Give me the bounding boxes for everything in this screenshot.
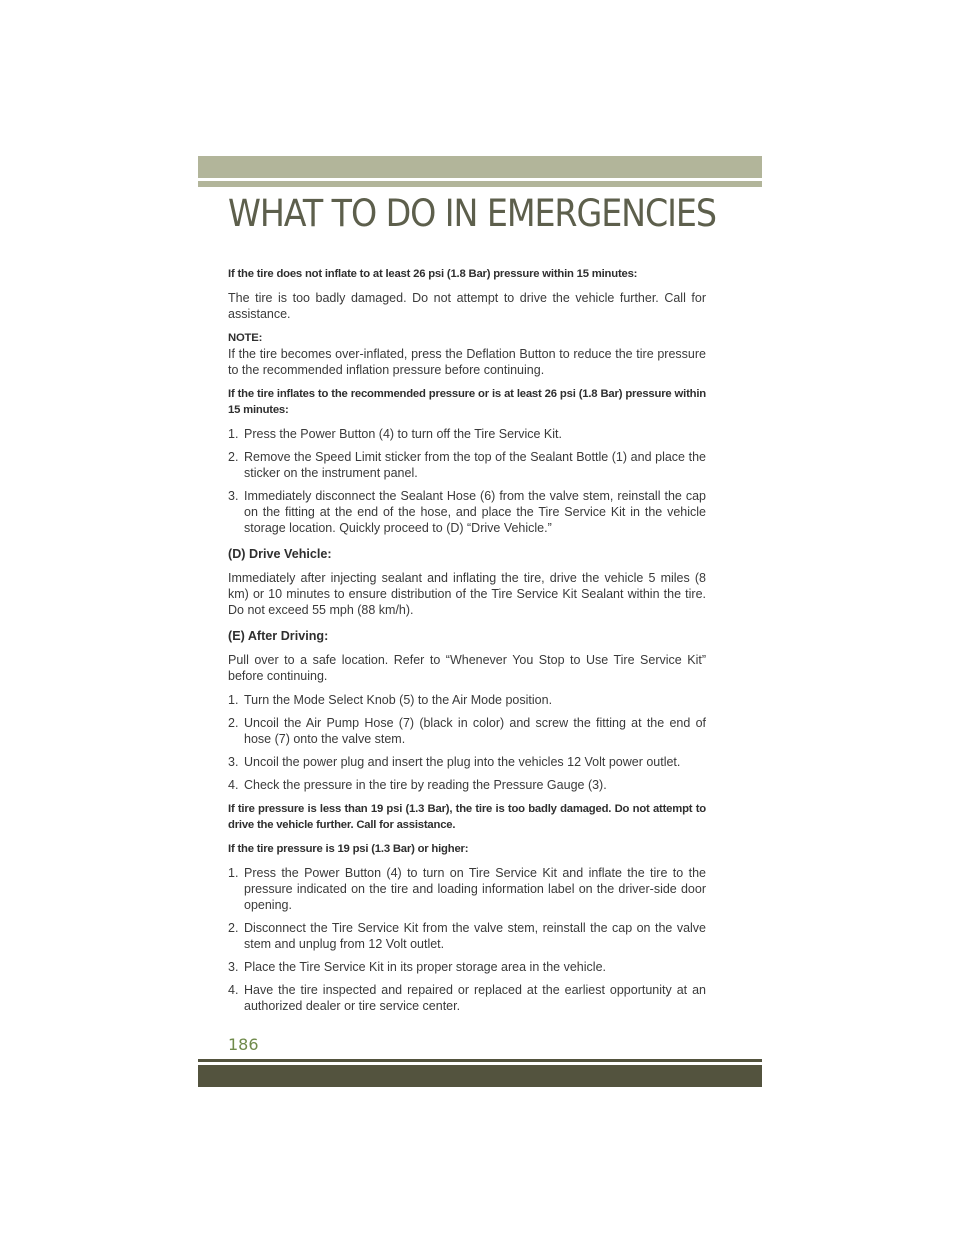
list-after-inflation xyxy=(228,426,706,536)
list-item-text: Immediately disconnect the Sealant Hose (6) from the valve stem, reinstall the cap on the fitting at the end of the hose, and place the Tire Service Kit in the vehicle storage location. Quickly proceed to (D) “Drive Vehicle.” xyxy=(244,489,706,535)
list-item-number: 1. xyxy=(228,866,239,880)
list-item-number: 2. xyxy=(228,450,239,464)
footer-bar xyxy=(198,1065,762,1087)
list-item xyxy=(228,488,706,536)
list-item-text: Uncoil the power plug and insert the plug into the vehicles 12 Volt power outlet. xyxy=(244,755,681,769)
list-item-text: Turn the Mode Select Knob (5) to the Air Mode position. xyxy=(244,693,553,707)
list-item-text: Press the Power Button (4) to turn off the Tire Service Kit. xyxy=(244,427,562,441)
list-item-number: 4. xyxy=(228,983,239,997)
list-item xyxy=(228,715,706,747)
list-item xyxy=(228,920,706,952)
list-item-text: Disconnect the Tire Service Kit from the valve stem, reinstall the cap on the valve stem and unplug from 12 Volt outlet. xyxy=(244,921,706,951)
list-item-number: 2. xyxy=(228,716,239,730)
list-item-number: 3. xyxy=(228,960,239,974)
list-item xyxy=(228,982,706,1014)
note-text: If the tire becomes over-inflated, press the Deflation Button to reduce the tire pressure to the recommended inflation pressure before continuing. xyxy=(228,347,706,377)
list-item xyxy=(228,754,706,770)
header-rule xyxy=(198,181,762,187)
list-item xyxy=(228,777,706,793)
list-item-number: 1. xyxy=(228,427,239,441)
list-item xyxy=(228,449,706,481)
list-item-number: 3. xyxy=(228,755,239,769)
list-item-number: 1. xyxy=(228,693,239,707)
note-block xyxy=(228,330,706,378)
condition-low-pressure: If tire pressure is less than 19 psi (1.3 Bar), the tire is too badly damaged. Do not attempt to drive the vehicle further. Call for assistance. xyxy=(228,803,706,831)
list-item-text: Check the pressure in the tire by reading the Pressure Gauge (3). xyxy=(244,778,607,792)
condition-not-inflating: If the tire does not inflate to at least 26 psi (1.8 Bar) pressure within 15 minutes: xyxy=(228,268,638,280)
list-item-number: 4. xyxy=(228,778,239,792)
list-item-text: Press the Power Button (4) to turn on Tire Service Kit and inflate the tire to the pressure indicated on the tire and loading information label on the driver-side door opening. xyxy=(244,866,706,912)
list-item xyxy=(228,692,706,708)
note-label: NOTE: xyxy=(228,332,263,344)
footer-rule xyxy=(198,1059,762,1062)
drive-vehicle-paragraph: Immediately after injecting sealant and inflating the tire, drive the vehicle 5 miles (8 km) or 10 minutes to ensure distribution of the Tire Service Kit Sealant within the tire. Do not exceed 55 mph (88 km/h). xyxy=(228,571,706,617)
page-number: 186 xyxy=(228,1035,259,1054)
after-driving-paragraph: Pull over to a safe location. Refer to “Whenever You Stop to Use Tire Service Kit” before continuing. xyxy=(228,653,706,683)
damage-paragraph: The tire is too badly damaged. Do not attempt to drive the vehicle further. Call for assistance. xyxy=(228,291,706,321)
list-item-text: Remove the Speed Limit sticker from the top of the Sealant Bottle (1) and place the sticker on the instrument panel. xyxy=(244,450,706,480)
list-item-number: 2. xyxy=(228,921,239,935)
list-ok-pressure xyxy=(228,865,706,1014)
list-item-number: 3. xyxy=(228,489,239,503)
condition-ok-pressure: If the tire pressure is 19 psi (1.3 Bar) or higher: xyxy=(228,843,469,855)
list-after-driving xyxy=(228,692,706,793)
condition-inflated: If the tire inflates to the recommended pressure or is at least 26 psi (1.8 Bar) pressure within 15 minutes: xyxy=(228,388,706,416)
list-item xyxy=(228,959,706,975)
heading-drive-vehicle: (D) Drive Vehicle: xyxy=(228,547,332,561)
section-title: WHAT TO DO IN EMERGENCIES xyxy=(228,192,716,235)
list-item-text: Have the tire inspected and repaired or replaced at the earliest opportunity at an authorized dealer or tire service center. xyxy=(244,983,706,1013)
list-item xyxy=(228,865,706,913)
list-item xyxy=(228,426,706,442)
list-item-text: Uncoil the Air Pump Hose (7) (black in color) and screw the fitting at the end of hose (7) onto the valve stem. xyxy=(244,716,706,746)
list-item-text: Place the Tire Service Kit in its proper storage area in the vehicle. xyxy=(244,960,606,974)
header-bar xyxy=(198,156,762,178)
page-content xyxy=(228,266,706,1022)
heading-after-driving: (E) After Driving: xyxy=(228,629,329,643)
